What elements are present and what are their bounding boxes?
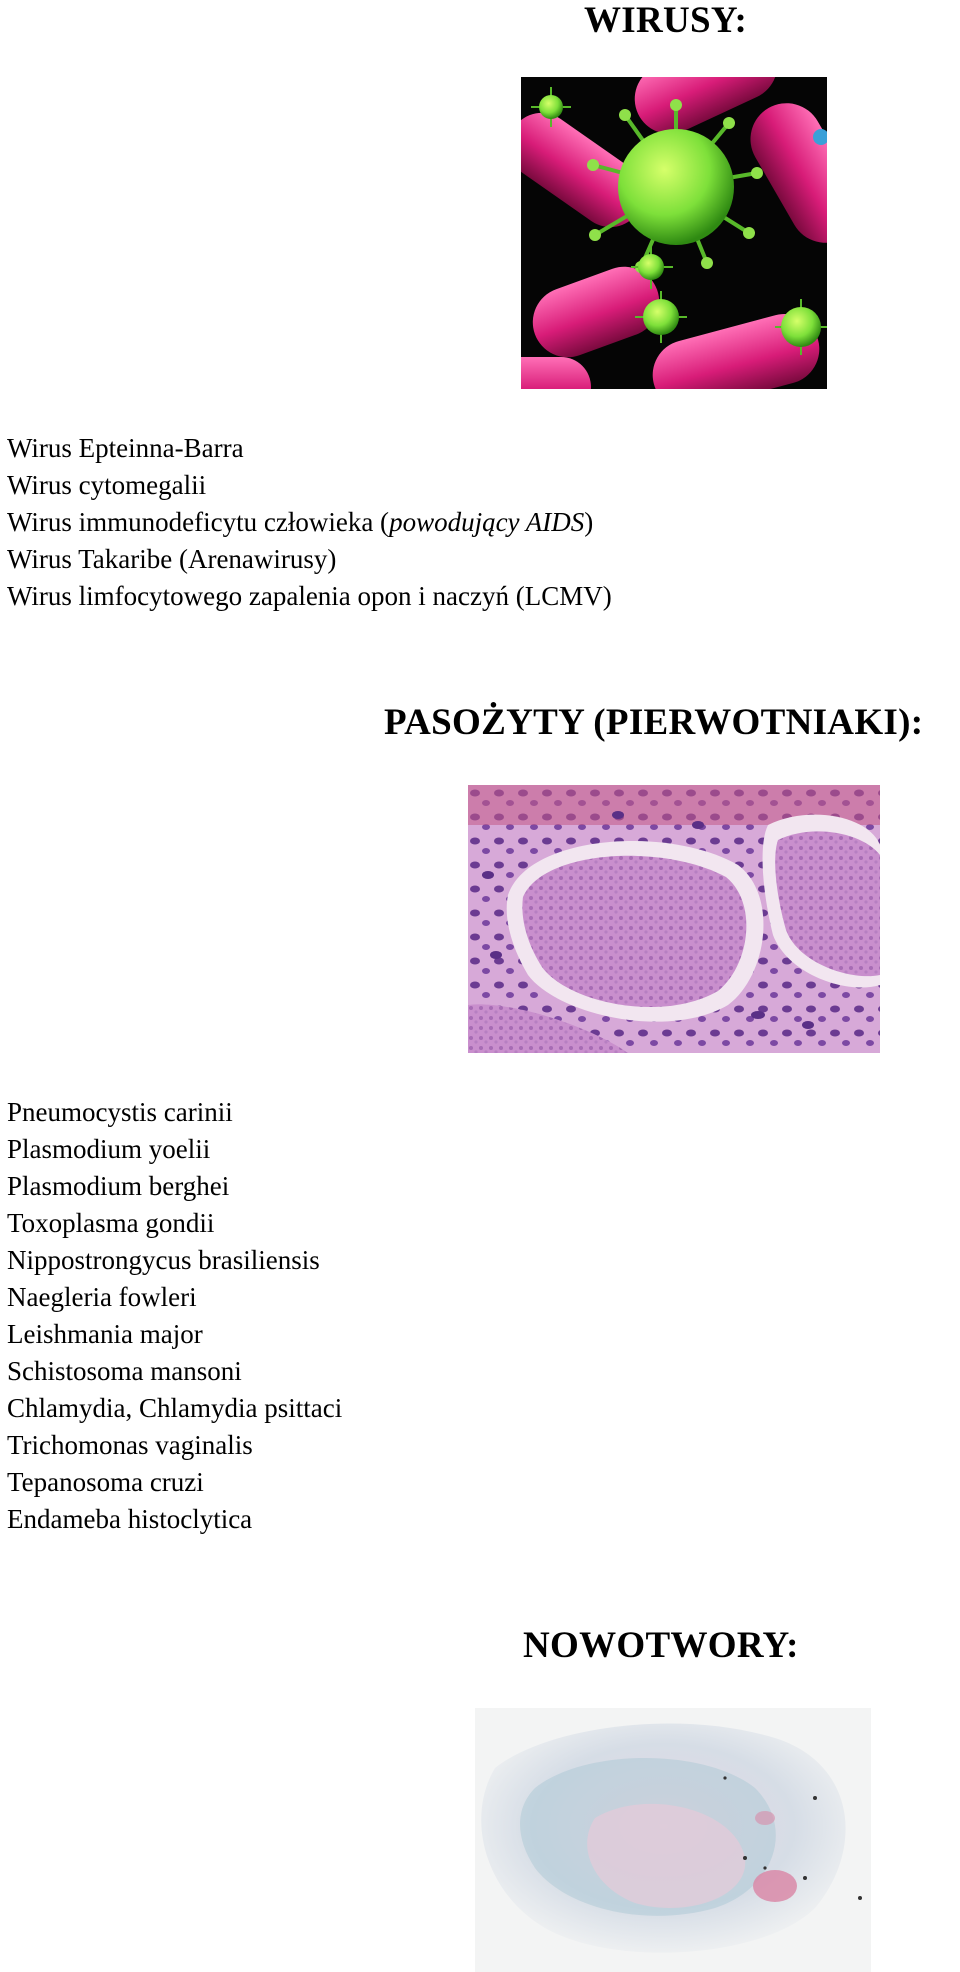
list-item: Plasmodium yoelii — [7, 1134, 211, 1164]
parasite-list — [7, 1094, 342, 1538]
list-item: Pneumocystis carinii — [7, 1097, 233, 1127]
list-item: Plasmodium berghei — [7, 1171, 230, 1201]
list-item: Schistosoma mansoni — [7, 1356, 242, 1386]
list-item: Wirus Epteinna-Barra — [7, 433, 244, 463]
virus-bacteria-illustration — [521, 77, 827, 389]
list-item: Toxoplasma gondii — [7, 1208, 215, 1238]
list-item: Trichomonas vaginalis — [7, 1430, 253, 1460]
heading-viruses: WIRUSY: — [584, 0, 748, 41]
histology-illustration — [468, 785, 880, 1053]
list-item: Wirus Takaribe (Arenawirusy) — [7, 544, 337, 574]
heading-parasites: PASOŻYTY (PIERWOTNIAKI): — [384, 702, 924, 743]
list-item: Chlamydia, Chlamydia psittaci — [7, 1393, 343, 1423]
list-item: Leishmania major — [7, 1319, 203, 1349]
tissue-histology-image — [468, 785, 880, 1053]
list-item: Endameba histoclytica — [7, 1504, 253, 1534]
list-item-text-suffix: ) — [584, 507, 594, 537]
list-item — [7, 504, 612, 541]
heading-tumors: NOWOTWORY: — [523, 1625, 799, 1666]
virus-micrograph-image — [521, 77, 827, 389]
cell-smear-image — [475, 1708, 871, 1972]
list-item-text: Wirus immunodeficytu człowieka ( — [7, 507, 390, 537]
cell-smear-illustration — [475, 1708, 871, 1972]
list-item: Naegleria fowleri — [7, 1282, 197, 1312]
list-item: Tepanosoma cruzi — [7, 1467, 204, 1497]
list-item: Wirus limfocytowego zapalenia opon i naczyń (LCMV) — [7, 581, 612, 611]
list-item-emphasis: powodujący AIDS — [389, 507, 585, 537]
virus-list — [7, 430, 612, 615]
list-item: Nippostrongycus brasiliensis — [7, 1245, 320, 1275]
list-item: Wirus cytomegalii — [7, 470, 207, 500]
